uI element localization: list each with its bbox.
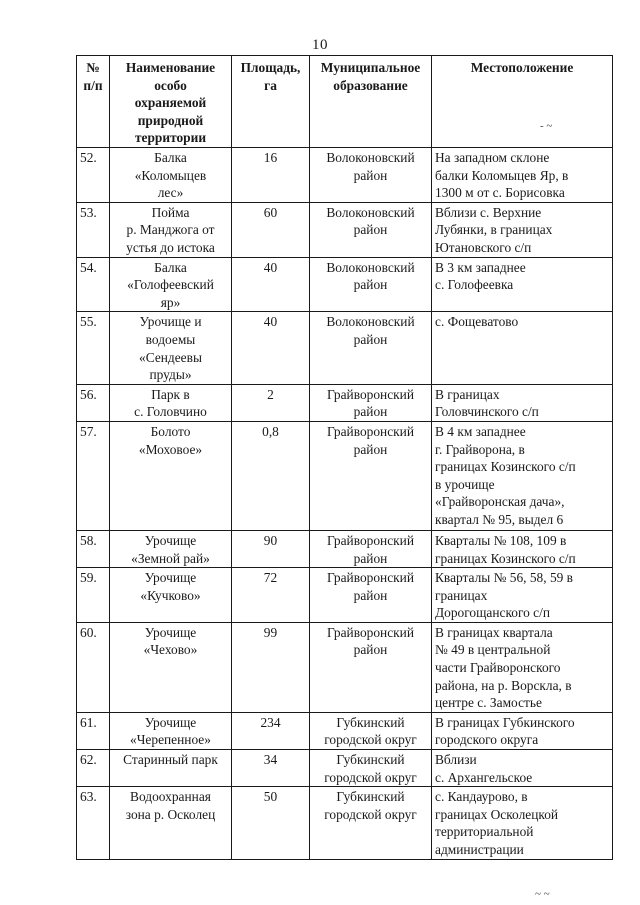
cell-location: с. Кандаурово, в границах Осколецкой территориальной администрации xyxy=(432,787,613,859)
header-name: Наименование особо охраняемой природной территории xyxy=(110,56,232,148)
cell-area: 90 xyxy=(232,530,310,567)
cell-num: 58. xyxy=(77,530,110,567)
cell-name: Урочище «Черепенное» xyxy=(110,712,232,749)
cell-muni: Волоконовский район xyxy=(310,257,432,312)
cell-num: 60. xyxy=(77,622,110,712)
cell-muni: Волоконовский район xyxy=(310,312,432,384)
cell-muni: Волоконовский район xyxy=(310,202,432,257)
cell-muni: Грайворонский район xyxy=(310,421,432,530)
cell-name: Пойма р. Манджога от устья до истока xyxy=(110,202,232,257)
table-row xyxy=(77,712,613,749)
cell-muni: Губкинский городской округ xyxy=(310,787,432,859)
cell-num: 53. xyxy=(77,202,110,257)
cell-num: 61. xyxy=(77,712,110,749)
scan-mark: - ~ xyxy=(540,120,553,132)
cell-name: Балка «Коломыцев лес» xyxy=(110,148,232,203)
cell-area: 40 xyxy=(232,312,310,384)
cell-area: 0,8 xyxy=(232,421,310,530)
cell-num: 63. xyxy=(77,787,110,859)
cell-area: 34 xyxy=(232,750,310,787)
cell-location: В границах квартала № 49 в центральной части Грайворонского района, на р. Ворскла, в центре с. Замостье xyxy=(432,622,613,712)
cell-muni: Волоконовский район xyxy=(310,148,432,203)
cell-location: На западном склоне балки Коломыцев Яр, в 1300 м от с. Борисовка xyxy=(432,148,613,203)
header-area: Площадь, га xyxy=(232,56,310,148)
cell-muni: Губкинский городской округ xyxy=(310,712,432,749)
cell-num: 57. xyxy=(77,421,110,530)
cell-num: 56. xyxy=(77,384,110,421)
table-row xyxy=(77,622,613,712)
cell-name: Парк в с. Головчино xyxy=(110,384,232,421)
cell-area: 72 xyxy=(232,568,310,623)
cell-area: 60 xyxy=(232,202,310,257)
cell-name: Болото «Моховое» xyxy=(110,421,232,530)
cell-name: Урочище и водоемы «Сендеевы пруды» xyxy=(110,312,232,384)
page-number: 10 xyxy=(312,37,328,53)
cell-name: Урочище «Кучково» xyxy=(110,568,232,623)
table-row xyxy=(77,202,613,257)
table-row xyxy=(77,787,613,859)
table-row xyxy=(77,257,613,312)
cell-muni: Грайворонский район xyxy=(310,530,432,567)
cell-num: 52. xyxy=(77,148,110,203)
header-municipality: Муниципальное образование xyxy=(310,56,432,148)
table-row xyxy=(77,421,613,530)
table-row xyxy=(77,148,613,203)
cell-area: 40 xyxy=(232,257,310,312)
cell-name: Водоохранная зона р. Осколец xyxy=(110,787,232,859)
cell-muni: Губкинский городской округ xyxy=(310,750,432,787)
cell-num: 59. xyxy=(77,568,110,623)
header-location: Местоположение xyxy=(432,56,613,148)
table-row xyxy=(77,312,613,384)
cell-name: Урочище «Земной рай» xyxy=(110,530,232,567)
cell-location: Вблизи с. Верхние Лубянки, в границах Ютановского с/п xyxy=(432,202,613,257)
cell-location: В 3 км западнее с. Голофеевка xyxy=(432,257,613,312)
cell-num: 55. xyxy=(77,312,110,384)
cell-location: Кварталы № 56, 58, 59 в границах Дорогощанского с/п xyxy=(432,568,613,623)
cell-location: Кварталы № 108, 109 в границах Козинского с/п xyxy=(432,530,613,567)
table-header-row xyxy=(77,56,613,148)
cell-location: Вблизи с. Архангельское xyxy=(432,750,613,787)
cell-area: 16 xyxy=(232,148,310,203)
table-row xyxy=(77,384,613,421)
cell-num: 62. xyxy=(77,750,110,787)
table-row xyxy=(77,568,613,623)
cell-name: Старинный парк xyxy=(110,750,232,787)
cell-area: 2 xyxy=(232,384,310,421)
cell-location: В границах Губкинского городского округа xyxy=(432,712,613,749)
table-row xyxy=(77,750,613,787)
cell-muni: Грайворонский район xyxy=(310,384,432,421)
cell-location: с. Фощеватово xyxy=(432,312,613,384)
cell-area: 99 xyxy=(232,622,310,712)
cell-muni: Грайворонский район xyxy=(310,622,432,712)
cell-name: Балка «Голофеевский яр» xyxy=(110,257,232,312)
cell-name: Урочище «Чехово» xyxy=(110,622,232,712)
protected-areas-table xyxy=(76,55,613,860)
header-number: № п/п xyxy=(77,56,110,148)
table-row xyxy=(77,530,613,567)
scan-mark: ~ ~ xyxy=(535,888,550,900)
cell-muni: Грайворонский район xyxy=(310,568,432,623)
cell-area: 50 xyxy=(232,787,310,859)
cell-num: 54. xyxy=(77,257,110,312)
cell-location: В границах Головчинского с/п xyxy=(432,384,613,421)
cell-area: 234 xyxy=(232,712,310,749)
cell-location: В 4 км западнее г. Грайворона, в границах Козинского с/п в урочище «Грайворонская дача», квартал № 95, выдел 6 xyxy=(432,421,613,530)
